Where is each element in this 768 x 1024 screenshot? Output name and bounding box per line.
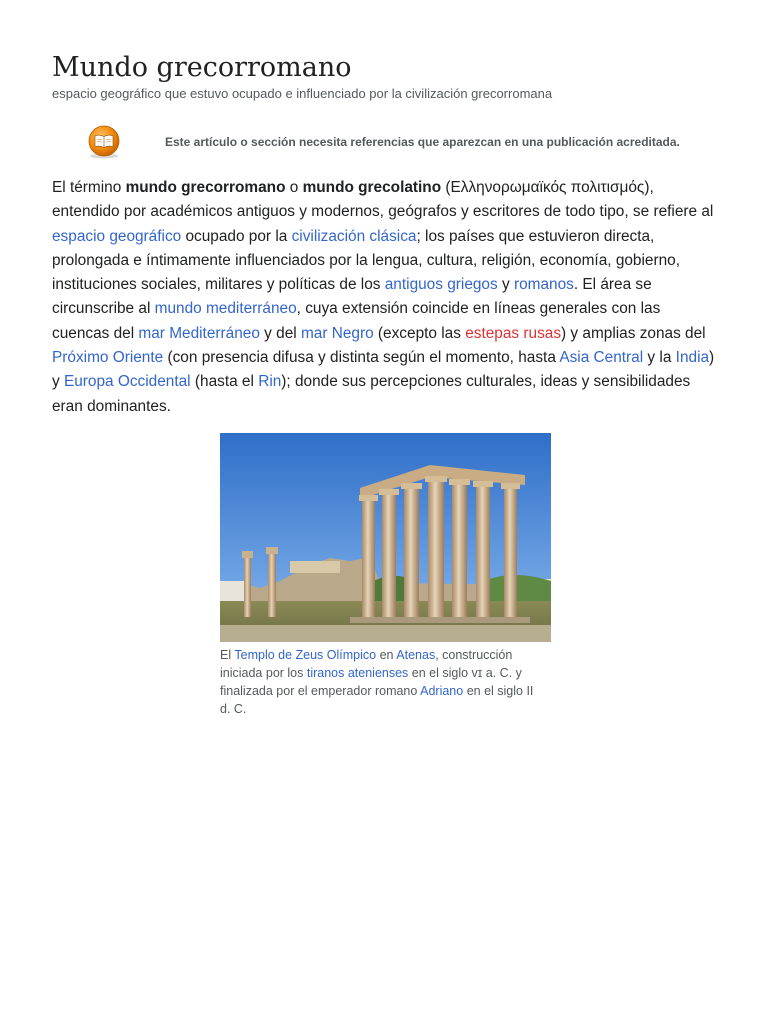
link-civilizacion-clasica[interactable]: civilización clásica (291, 227, 417, 245)
link-atenas[interactable]: Atenas (396, 648, 436, 662)
link-rin[interactable]: Rin (258, 373, 282, 391)
text-run: , cuya extensión coincide en líneas generales con las cuencas del (52, 300, 661, 342)
book-icon (86, 124, 122, 160)
page-subtitle: espacio geográfico que estuvo ocupado e influenciado por la civilización grecorromana (52, 86, 553, 101)
text-run: (hasta el (190, 373, 259, 391)
page-title: Mundo grecorromano (52, 52, 352, 83)
link-mar-mediterraneo[interactable]: mar Mediterráneo (138, 324, 260, 342)
intro-paragraph (52, 176, 720, 419)
text-run: (Ελληνορωμαϊκός πολιτισμός), entendido por académicos antiguos y modernos, geógrafos y escritores de todo tipo, se refiere al (52, 179, 714, 221)
text-run: El (220, 648, 235, 662)
references-notice (52, 124, 720, 160)
text-run: . El área se circunscribe al (52, 276, 652, 318)
link-mundo-mediterraneo[interactable]: mundo mediterráneo (154, 300, 297, 318)
text-run: y (497, 276, 514, 294)
text-run: en el siglo ᴠɪ a. C. y finalizada por el emperador romano (220, 666, 522, 698)
link-tiranos-atenienses[interactable]: tiranos atenienses (306, 666, 409, 680)
link-proximo-oriente[interactable]: Próximo Oriente (52, 349, 164, 367)
text-run: (excepto las (373, 324, 466, 342)
text-run: , construcción iniciada por los (220, 648, 513, 680)
text-run: ocupado por la (181, 227, 292, 245)
link-adriano[interactable]: Adriano (420, 684, 464, 698)
text-run: ; los países que estuvieron directa, prolongada e íntimamente influenciados por la lengua, cultura, religión, economía, gobierno, instituciones sociales, militares y políticas de los (52, 227, 680, 294)
text-run: o (285, 179, 303, 196)
link-asia-central[interactable]: Asia Central (559, 349, 644, 367)
figure (220, 433, 551, 718)
link-europa-occidental[interactable]: Europa Occidental (63, 373, 191, 391)
link-antiguos-griegos[interactable]: antiguos griegos (384, 276, 498, 294)
link-espacio-geografico[interactable]: espacio geográfico (52, 227, 182, 245)
temple-photo[interactable] (220, 433, 551, 642)
link-estepas-rusas[interactable]: estepas rusas (465, 324, 562, 342)
link-romanos[interactable]: romanos (513, 276, 574, 294)
figure-caption (220, 646, 540, 718)
bold-term: mundo grecolatino (302, 179, 442, 196)
link-india[interactable]: India (675, 349, 710, 367)
text-run: ) y (52, 349, 715, 391)
text-run: (con presencia difusa y distinta según el momento, hasta (163, 349, 560, 367)
text-run: ) y amplias zonas del (561, 324, 706, 342)
text-run: en el siglo II d. C. (220, 684, 534, 716)
bold-term: mundo grecorromano (125, 179, 286, 196)
notice-text: Este artículo o sección necesita referencias que aparezcan en una publicación acreditada. (165, 135, 680, 149)
text-run: y del (259, 324, 301, 342)
text-run: ); donde sus percepciones culturales, ideas y sensibilidades eran dominantes. (52, 373, 691, 415)
link-templo-zeus[interactable]: Templo de Zeus Olímpico (234, 648, 377, 662)
link-mar-negro[interactable]: mar Negro (300, 324, 374, 342)
text-run: y la (643, 349, 676, 367)
text-run: en (376, 648, 397, 662)
text-run: El término (52, 179, 126, 196)
